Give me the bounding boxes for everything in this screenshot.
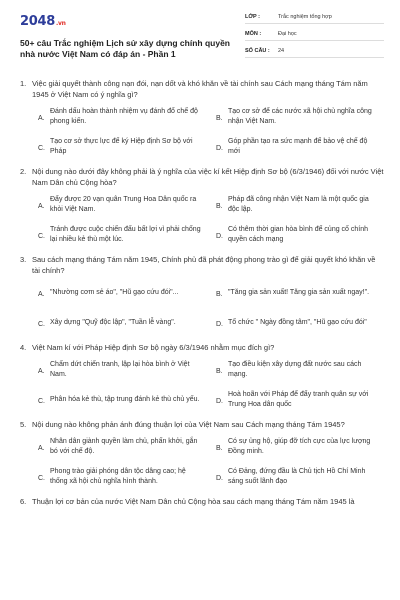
question-item [20, 254, 384, 334]
logo-suffix: .vn [55, 20, 66, 27]
answer-text: Có Đảng, đứng đầu là Chủ tịch Hồ Chí Minh sáng suốt lãnh đạo [228, 468, 366, 485]
answer-option-b[interactable] [216, 359, 384, 381]
answer-text: Có sự ủng hộ, giúp đỡ tích cực của lực lượng Đồng minh. [228, 438, 371, 455]
answer-option-a[interactable] [38, 359, 206, 381]
answer-grid [38, 106, 384, 158]
answer-option-b[interactable] [216, 194, 384, 216]
answer-text: Có thêm thời gian hòa bình để củng cố chính quyền cách mạng [228, 226, 369, 243]
question-number: 1. [20, 79, 27, 88]
answer-option-d[interactable] [216, 224, 384, 246]
question-item [20, 78, 384, 158]
answer-letter: A. [38, 291, 45, 298]
question-text: Nội dung nào dưới đây không phải là ý nghĩa của việc kí kết Hiệp định Sơ bộ (6/3/1946) đối với nước Việt Nam Dân chủ Cộng hòa? [32, 167, 384, 187]
answer-text: Tạo điều kiện xây dựng đất nước sau cách mạng. [228, 361, 362, 378]
question-number: 3. [20, 255, 27, 264]
answer-option-d[interactable] [216, 466, 384, 488]
meta-row-class [245, 10, 384, 24]
answer-text: Xây dựng "Quỹ độc lập", "Tuần lễ vàng". [50, 319, 176, 326]
answer-option-b[interactable] [216, 436, 384, 458]
answer-option-a[interactable] [38, 436, 206, 458]
meta-row-subject [245, 27, 384, 41]
answer-text: Tạo cơ sở để các nước xã hội chủ nghĩa công nhận Việt Nam. [228, 108, 372, 125]
question-text: Việt Nam kí với Pháp Hiệp định Sơ bộ ngày 6/3/1946 nhằm mục đích gì? [32, 343, 275, 352]
answer-option-c[interactable] [38, 224, 206, 246]
answer-letter: C. [38, 321, 45, 328]
meta-key: MÔN : [245, 30, 262, 37]
meta-key: LỚP : [245, 13, 260, 20]
meta-value: Trắc nghiệm tổng hợp [278, 13, 332, 20]
question-text: Thuận lợi cơ bản của nước Việt Nam Dân chủ Cộng hòa sau cách mạng tháng Tám năm 1945 là [32, 497, 355, 506]
question-number: 2. [20, 167, 27, 176]
answer-letter: C. [38, 233, 45, 240]
question-list [20, 78, 384, 515]
question-number: 5. [20, 420, 27, 429]
answer-option-a[interactable] [38, 194, 206, 216]
site-logo[interactable] [20, 14, 66, 29]
answer-text: Đánh dấu hoàn thành nhiệm vụ đánh đổ chế độ phong kiến. [50, 108, 198, 125]
answer-grid [38, 359, 384, 411]
answer-text: "Nhường cơm sẻ áo", "Hũ gạo cứu đói"... [50, 289, 179, 296]
question-item [20, 342, 384, 411]
answer-text: "Tăng gia sản xuất! Tăng gia sản xuất ngay!". [228, 289, 370, 296]
answer-option-b[interactable] [216, 106, 384, 128]
question-text: Nội dung nào không phản ánh đúng thuận lợi của Việt Nam sau Cách mạng tháng Tám 1945? [32, 420, 345, 429]
question-text: Việc giải quyết thành công nạn đói, nạn dốt và khó khăn về tài chính sau Cách mạng tháng Tám năm 1945 ở Việt Nam có ý nghĩa gì? [32, 79, 368, 99]
page-title: 50+ câu Trắc nghiệm Lịch sử xây dựng chính quyền nhà nước Việt Nam có đáp án - Phần 1 [20, 38, 230, 59]
answer-option-d[interactable] [216, 136, 384, 158]
answer-grid [38, 282, 384, 334]
answer-text: Tổ chức " Ngày đồng tâm", "Hũ gạo cứu đói" [228, 319, 367, 326]
answer-letter: A. [38, 368, 45, 375]
answer-option-b[interactable] [216, 282, 384, 304]
answer-letter: B. [216, 291, 223, 298]
answer-text: Tạo cơ sở thực lực để ký Hiệp định Sơ bộ với Pháp [50, 138, 193, 155]
answer-letter: B. [216, 115, 223, 122]
answer-letter: D. [216, 398, 223, 405]
answer-text: Chấm dứt chiến tranh, lập lại hòa bình ở Việt Nam. [50, 361, 190, 378]
answer-option-a[interactable] [38, 282, 206, 304]
question-item [20, 166, 384, 246]
answer-grid [38, 436, 384, 488]
answer-option-c[interactable] [38, 312, 206, 334]
answer-option-d[interactable] [216, 312, 384, 334]
meta-value: 24 [278, 47, 285, 54]
answer-letter: A. [38, 203, 45, 210]
answer-letter: D. [216, 475, 223, 482]
question-number: 4. [20, 343, 27, 352]
question-text: Sau cách mạng tháng Tám năm 1945, Chính phủ đã phát động phong trào gì để giải quyết khó khăn về tài chính? [32, 255, 376, 275]
answer-letter: B. [216, 368, 223, 375]
answer-option-c[interactable] [38, 466, 206, 488]
question-item [20, 419, 384, 488]
answer-option-c[interactable] [38, 136, 206, 158]
answer-letter: B. [216, 203, 223, 210]
answer-option-c[interactable] [38, 389, 206, 411]
answer-text: Phong trào giải phóng dân tộc dâng cao; hệ thống xã hội chủ nghĩa hình thành. [50, 468, 186, 485]
answer-text: Tránh được cuộc chiến đấu bất lợi vì phải chống lại nhiều kẻ thù một lúc. [50, 226, 201, 243]
answer-text: Hoà hoãn với Pháp để đẩy tranh quân sự với Trung Hoa dân quốc [228, 391, 369, 408]
answer-letter: D. [216, 321, 223, 328]
question-item [20, 496, 384, 507]
logo-text: 2048 [20, 14, 55, 29]
meta-table [245, 10, 384, 61]
answer-letter: C. [38, 145, 45, 152]
meta-key: SỐ CÂU : [245, 47, 270, 54]
answer-letter: A. [38, 115, 45, 122]
page-header [20, 10, 384, 64]
answer-text: Nhân dân giành quyền làm chủ, phấn khởi, gắn bó với chế độ. [50, 438, 198, 455]
answer-text: Đẩy được 20 vạn quân Trung Hoa Dân quốc ra khỏi Việt Nam. [50, 196, 197, 213]
answer-letter: A. [38, 445, 45, 452]
answer-letter: D. [216, 233, 223, 240]
answer-letter: C. [38, 475, 45, 482]
answer-option-d[interactable] [216, 389, 384, 411]
answer-text: Phân hóa kẻ thù, tập trung đánh kẻ thù chủ yếu. [50, 396, 200, 403]
answer-text: Góp phần tạo ra sức mạnh để bảo vệ chế độ mới [228, 138, 368, 155]
meta-row-count [245, 44, 384, 58]
question-number: 6. [20, 497, 27, 506]
answer-letter: B. [216, 445, 223, 452]
answer-letter: D. [216, 145, 223, 152]
answer-letter: C. [38, 398, 45, 405]
answer-text: Pháp đã công nhận Việt Nam là một quốc gia độc lập. [228, 196, 369, 213]
answer-option-a[interactable] [38, 106, 206, 128]
answer-grid [38, 194, 384, 246]
meta-value: Đại học [278, 30, 297, 37]
